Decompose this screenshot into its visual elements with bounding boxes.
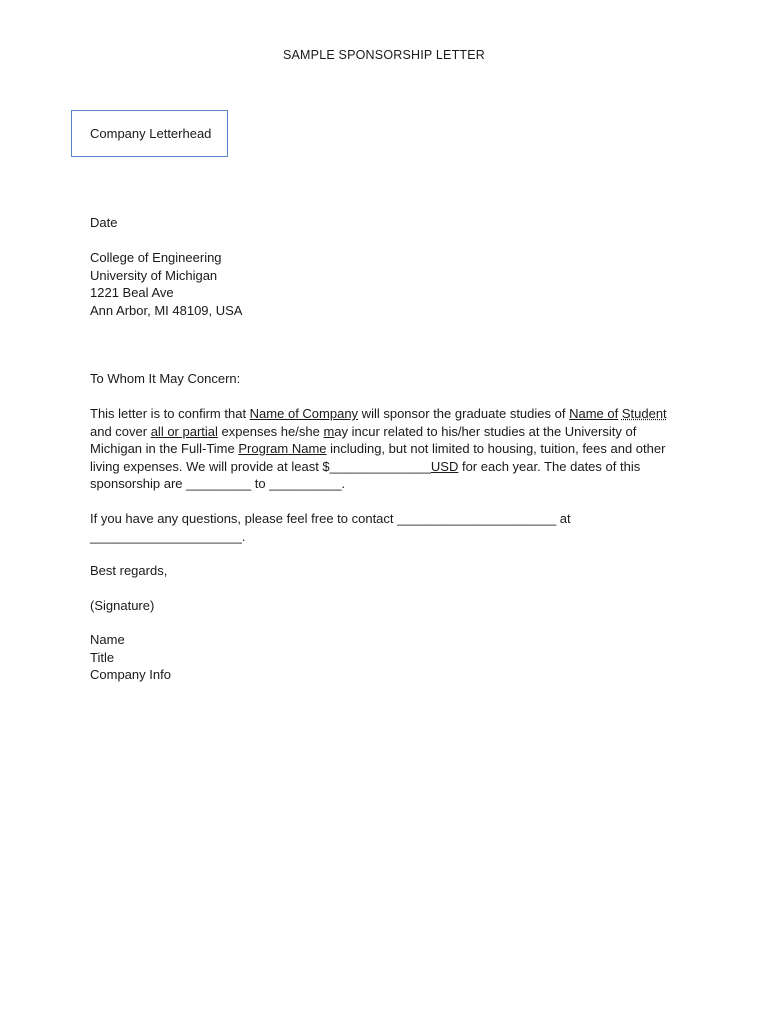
recipient-address	[90, 249, 242, 319]
body-line: sponsorship are _________ to __________.	[90, 476, 346, 491]
body-text: will sponsor the graduate studies of	[358, 406, 570, 421]
signature-text: (Signature)	[90, 598, 155, 613]
contact-line: If you have any questions, please feel free to contact ______________________ at	[90, 511, 571, 526]
closing	[90, 562, 167, 580]
body-paragraph	[90, 405, 670, 493]
body-line	[90, 440, 670, 458]
signer-name: Name	[90, 632, 125, 647]
contact-paragraph	[90, 510, 571, 545]
contact-line: _____________________.	[90, 528, 246, 544]
letterhead-label: Company Letterhead	[90, 126, 212, 141]
may-underlined-letter: m	[323, 423, 335, 439]
salutation	[90, 370, 240, 388]
address-line: College of Engineering	[90, 250, 222, 265]
document-title: SAMPLE SPONSORSHIP LETTER	[282, 48, 486, 62]
company-letterhead-box	[71, 110, 228, 157]
student-name-placeholder-b: Student	[621, 406, 667, 421]
date-text: Date	[90, 215, 118, 230]
student-name-placeholder-a: Name of	[569, 406, 619, 421]
body-text: and cover	[90, 423, 151, 439]
body-text: including, but not limited to housing, tuition, fees and other	[326, 441, 666, 456]
body-text: This letter is to confirm that	[90, 406, 250, 421]
company-info: Company Info	[90, 667, 171, 682]
body-line	[90, 405, 670, 423]
signer-title: Title	[90, 649, 115, 665]
body-line	[90, 458, 670, 476]
address-line: 1221 Beal Ave	[90, 285, 174, 300]
body-text: expenses he/she	[217, 423, 324, 439]
company-name-placeholder: Name of Company	[249, 406, 359, 421]
body-line	[90, 423, 670, 441]
body-text: for each year. The dates of this	[458, 458, 641, 474]
address-line: Ann Arbor, MI 48109, USA	[90, 302, 243, 318]
salutation-text: To Whom It May Concern:	[90, 371, 241, 386]
signature-block	[90, 631, 171, 684]
signature-placeholder	[90, 597, 154, 615]
usd-placeholder: USD	[430, 458, 459, 474]
body-text: Michigan in the Full-Time	[90, 441, 239, 456]
body-text: living expenses. We will provide at least $______________	[90, 458, 431, 474]
closing-text: Best regards,	[90, 563, 168, 578]
body-text: ay incur related to his/her studies at the University of	[334, 423, 637, 439]
address-line: University of Michigan	[90, 267, 218, 283]
date-line	[90, 214, 117, 232]
all-or-partial-placeholder: all or partial	[150, 423, 218, 439]
program-name-placeholder: Program Name	[238, 441, 327, 456]
